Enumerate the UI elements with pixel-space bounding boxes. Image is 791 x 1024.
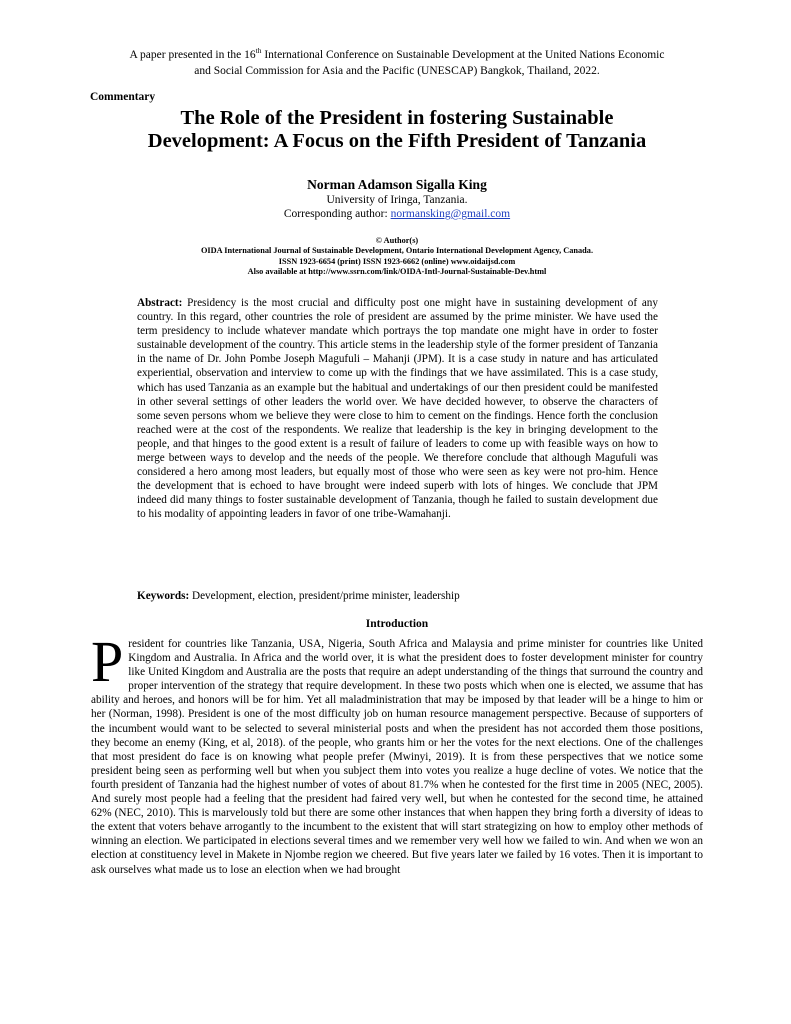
title-line-1: The Role of the President in fostering Sustainable bbox=[180, 107, 614, 129]
also-available: Also available at http://www.ssrn.com/link/OIDA-Intl-Journal-Sustainable-Dev.html bbox=[247, 267, 547, 277]
drop-cap: P bbox=[91, 629, 124, 694]
author-name: Norman Adamson Sigalla King bbox=[307, 177, 487, 192]
issn: ISSN 1923-6654 (print) ISSN 1923-6662 (online) www.oidaijsd.com bbox=[278, 256, 516, 266]
section-label: Commentary bbox=[90, 91, 156, 103]
header-superscript: th bbox=[255, 46, 262, 56]
author-block bbox=[80, 176, 714, 221]
corresponding-author: Corresponding author: normansking@gmail.com bbox=[283, 208, 511, 220]
abstract-text: Presidency is the most crucial and difficulty post one might have in sustaining development of any country. In this regard, other countries the role of president are assumed by the prime minister. We have used the term presidency to include whatever mandate which portrays the top mandate one might have in order to foster sustainable development of the country. This article stems in the leadership style of the former president of Tanzania in the name of Dr. John Pombe Joseph Magufuli – Mahanji (JPM). It is a case study in nature and has articulated experiential, observation and interview to come up with the findings that we have assimilated. This is a case study, which has used Tanzania as an example but the habitual and undertakings of our then president could be manifested in other several settings of other leaders the world over. We have decided however, to observe the characters of some seven persons whom we believe they were close to him to cement on the findings. Hence forth the conclusion reached were at the cost of the respondents. We realize that leadership is the key in bringing development to the people, and that hinges to the good extent is a result of failure of leaders to come up with feasible ways on how to merge between ways to develop and the needs of the people. We therefore conclude that although Magufuli was considered a hero among most leaders, but equally most of those who were seen as key were not pro-him. Hence the development that is echoed to have brought were indeed superb with lots of hinges. We conclude that JPM indeed did many things to foster sustainable development of Tanzania, though he failed to sustain development due to his modality of appointing leaders in favor of one tribe-Wamahanji. bbox=[137, 297, 658, 521]
author-affiliation: University of Iringa, Tanzania. bbox=[326, 194, 468, 206]
email-link[interactable]: normansking@gmail.com bbox=[390, 208, 511, 220]
abstract bbox=[137, 296, 658, 522]
introduction-body bbox=[91, 629, 703, 877]
keywords-label: Keywords: bbox=[137, 590, 190, 602]
publication-info bbox=[80, 236, 714, 278]
header-line-1: A paper presented in the 16th International Conference on Sustainable Development at the United Nations Economic bbox=[129, 46, 665, 61]
header-line-2: and Social Commission for Asia and the Pacific (UNESCAP) Bangkok, Thailand, 2022. bbox=[194, 65, 600, 77]
keywords bbox=[137, 589, 658, 603]
abstract-label: Abstract: bbox=[137, 297, 183, 309]
paper-title bbox=[80, 107, 714, 153]
introduction-heading: Introduction bbox=[365, 618, 429, 630]
keywords-text: Development, election, president/prime minister, leadership bbox=[189, 590, 460, 602]
title-line-2: Development: A Focus on the Fifth President of Tanzania bbox=[147, 130, 647, 152]
conference-header bbox=[80, 47, 714, 79]
journal-name: OIDA International Journal of Sustainable Development, Ontario International Development Agency, Canada. bbox=[200, 246, 594, 256]
introduction-text: resident for countries like Tanzania, USA, Nigeria, South Africa and Malaysia and prime minister for countries like United Kingdom and Australia. In Africa and the world over, it is what the president does to foster development minister for country like United Kingdom and Australia are the posts that require an adept understanding of the things that surround the country and proper intervention of the strategy that require development. In these two posts which when one is elected, we assume that has ability and heroes, and honors will be for him. Yet all maladministration that may be imposed by that leader will be a hinge to him or her (Norman, 1998). President is one of the most difficulty job on human resource management perspective. Because of supporters of the incumbent would want to be selected to several ministerial posts and when the president has not accorded them those positions, they become an enemy (King, et al, 2018). of the people, who grants him or her the votes for the next elections. One of the challenges that most president do face is on knowing what people prefer (Mwinyi, 2019). It is from these perspectives that we notice some president being seen as performing well but when you subject them into votes you realize a huge decline of votes. We notice that the fourth president of Tanzania had the highest number of votes of about 81.7% when he contested for the first time in 2005 (NEC, 2005). And surely most people had a feeling that the president had faired very well, but when he contested for the second time, he attained 62% (NEC, 2010). This is marvelously told but there are some other instances that when happen they bring forth a diversity of ideas to the extent that voters behave arrogantly to the incumbent to the existent that will start strategizing on how to employ other methods of winning an election. We participated in elections several times and we remember very well how we failed to win. And when we won an election at constituency level in Makete in Njombe region we cheered. But five years later we failed by 16 votes. Then it is important to ask ourselves what made us to lose an election when we had brought bbox=[91, 638, 703, 876]
copyright: © Author(s) bbox=[375, 236, 419, 245]
